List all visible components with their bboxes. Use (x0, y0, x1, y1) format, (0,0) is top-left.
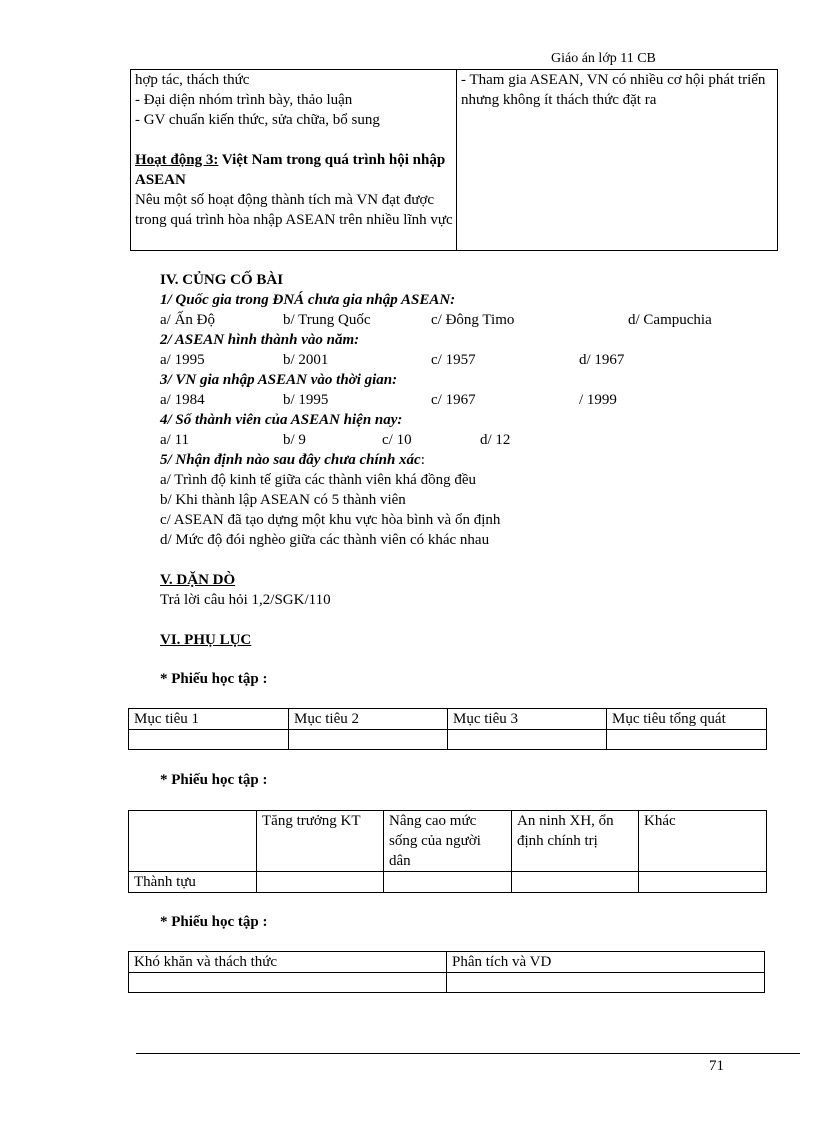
table3-cell (129, 973, 447, 993)
question-5-text: 5/ Nhận định nào sau đây chưa chính xác (160, 452, 421, 468)
table2-cell (257, 872, 384, 893)
activity-title: Việt Nam trong quá trình hội nhập ASEAN (135, 152, 446, 188)
table2-row-label: Thành tựu (129, 872, 257, 893)
q4-option: c/ 10 (382, 432, 412, 448)
q1-option: a/ Ấn Độ (160, 312, 215, 328)
section5-text: Trả lời câu hỏi 1,2/SGK/110 (160, 592, 331, 608)
table2-header: An ninh XH, ổn định chính trị (512, 811, 639, 872)
activity-table (130, 69, 778, 251)
q4-option: b/ 9 (283, 432, 306, 448)
q3-option: a/ 1984 (160, 392, 205, 408)
table3-cell (447, 973, 765, 993)
table1-header: Mục tiêu 2 (289, 709, 448, 730)
q5-option: b/ Khi thành lập ASEAN có 5 thành viên (160, 492, 406, 508)
q5-option: c/ ASEAN đã tạo dựng một khu vực hòa bình và ổn định (160, 512, 501, 528)
activity-heading (135, 150, 453, 190)
q3-option: / 1999 (579, 392, 617, 408)
table2-cell (639, 872, 767, 893)
q5-option: d/ Mức độ đói nghèo giữa các thành viên có khác nhau (160, 532, 490, 548)
left-line: - Đại diện nhóm trình bày, thảo luận (135, 92, 353, 108)
activity-label: Hoạt động 3: (135, 152, 219, 168)
question-1: 1/ Quốc gia trong ĐNÁ chưa gia nhập ASEAN: (160, 292, 456, 308)
table2-header (129, 811, 257, 872)
activity-body: Nêu một số hoạt động thành tích mà VN đạt được trong quá trình hòa nhập ASEAN trên nhiều lĩnh vực (135, 192, 453, 228)
q1-option: b/ Trung Quốc (283, 312, 371, 328)
section5-title: V. DẶN DÒ (160, 572, 236, 588)
q3-option: b/ 1995 (283, 392, 329, 408)
table2-cell (512, 872, 639, 893)
question-5 (160, 450, 425, 470)
table2-header: Nâng cao mức sống của người dân (384, 811, 512, 872)
table1-header: Mục tiêu 1 (129, 709, 289, 730)
q4-option: d/ 12 (480, 432, 511, 448)
header-title: Giáo án lớp 11 CB (551, 51, 656, 66)
worksheet-label: * Phiếu học tập : (160, 914, 268, 930)
left-line: - GV chuẩn kiến thức, sửa chữa, bổ sung (135, 112, 380, 128)
left-line: hợp tác, thách thức (135, 72, 250, 88)
table3-header: Phân tích và VD (447, 952, 765, 973)
q2-option: c/ 1957 (431, 352, 476, 368)
table1-cell (289, 730, 448, 750)
table2-header: Tăng trưởng KT (257, 811, 384, 872)
activity-right-cell (457, 70, 778, 251)
table3-header: Khó khăn và thách thức (129, 952, 447, 973)
q3-option: c/ 1967 (431, 392, 476, 408)
table1-cell (607, 730, 767, 750)
question-5-colon: : (420, 452, 425, 468)
section6-title: VI. PHỤ LỤC (160, 632, 252, 648)
table1-cell (129, 730, 289, 750)
q2-option: d/ 1967 (579, 352, 625, 368)
question-2: 2/ ASEAN hình thành vào năm: (160, 332, 360, 348)
question-3: 3/ VN gia nhập ASEAN vào thời gian: (160, 372, 398, 388)
worksheet-table-3 (128, 951, 765, 993)
q1-option: c/ Đông Timo (431, 312, 515, 328)
page-number: 71 (709, 1058, 724, 1074)
table1-header: Mục tiêu tổng quát (607, 709, 767, 730)
activity-right-text: - Tham gia ASEAN, VN có nhiều cơ hội phát triển nhưng không ít thách thức đặt ra (461, 72, 766, 108)
section4-title: IV. CỦNG CỐ BÀI (160, 272, 284, 288)
table2-cell (384, 872, 512, 893)
q4-option: a/ 11 (160, 432, 190, 448)
worksheet-table-2 (128, 810, 767, 893)
table1-header: Mục tiêu 3 (448, 709, 607, 730)
worksheet-table-1 (128, 708, 767, 750)
q2-option: b/ 2001 (283, 352, 329, 368)
activity-left-cell (131, 70, 457, 251)
table1-cell (448, 730, 607, 750)
footer-rule (136, 1053, 800, 1054)
q1-option: d/ Campuchia (628, 312, 712, 328)
worksheet-label: * Phiếu học tập : (160, 671, 268, 687)
table2-header: Khác (639, 811, 767, 872)
q2-option: a/ 1995 (160, 352, 205, 368)
worksheet-label: * Phiếu học tập : (160, 772, 268, 788)
q5-option: a/ Trình độ kinh tế giữa các thành viên khá đồng đều (160, 472, 476, 488)
question-4: 4/ Số thành viên của ASEAN hiện nay: (160, 412, 403, 428)
